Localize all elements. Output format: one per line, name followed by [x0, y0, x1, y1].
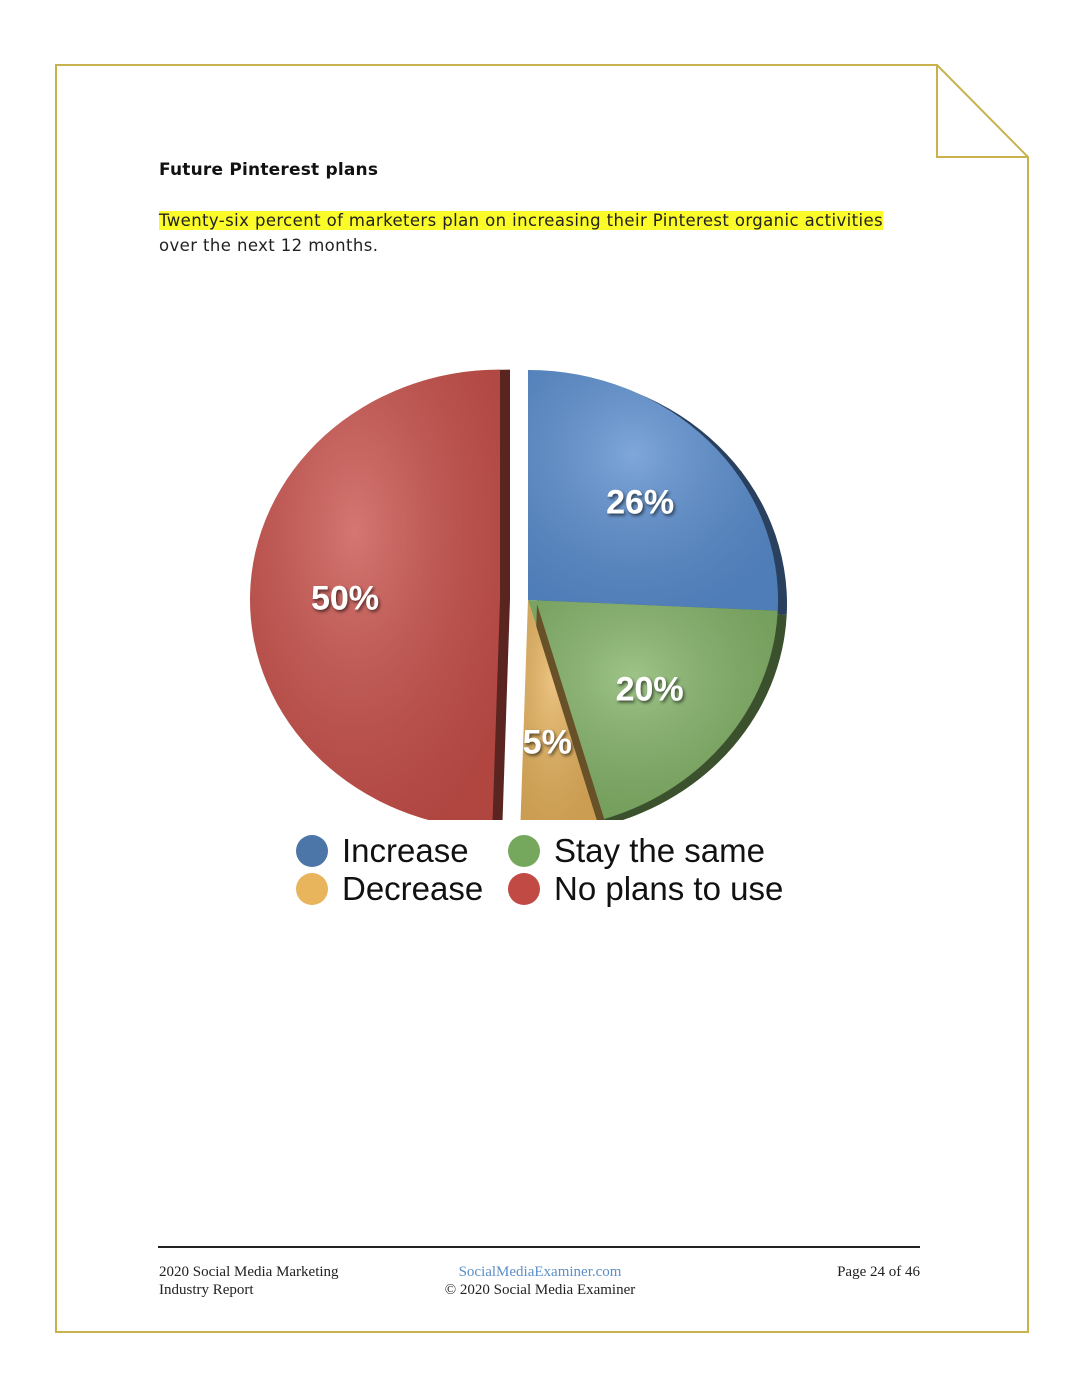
- footer-title-line1: 2020 Social Media Marketing: [159, 1264, 339, 1280]
- legend-label-no-plans: No plans to use: [554, 870, 784, 907]
- legend-swatch-increase: [296, 835, 328, 867]
- slice-no-plans-to-use: [250, 370, 510, 820]
- footer-page-number: Page 24 of 46: [837, 1264, 920, 1280]
- legend-swatch-decrease: [296, 873, 328, 905]
- section-heading: Future Pinterest plans: [159, 160, 379, 180]
- footer-source: [420, 1263, 660, 1299]
- legend-label-increase: Increase: [342, 832, 469, 869]
- legend-swatch-stay-the-same: [508, 835, 540, 867]
- footer-divider: [158, 1246, 920, 1248]
- legend-label-decrease: Decrease: [342, 870, 484, 907]
- slice-label-increase: 26%: [606, 483, 675, 522]
- footer-copyright: © 2020 Social Media Examiner: [444, 1282, 636, 1298]
- pie-chart: [240, 320, 840, 820]
- chart-legend: [296, 833, 783, 907]
- slice-label-stay-the-same: 20%: [615, 670, 684, 709]
- legend-label-stay-the-same: Stay the same: [554, 832, 765, 869]
- slice-label-no-plans-to-use: 50%: [310, 579, 380, 618]
- intro-paragraph: [159, 208, 919, 258]
- intro-rest-text: over the next 12 months.: [159, 236, 379, 255]
- footer-title-line2: Industry Report: [159, 1282, 254, 1298]
- slice-label-decrease: 5%: [522, 723, 572, 762]
- footer-report-title: [159, 1263, 419, 1299]
- legend-swatch-no-plans: [508, 873, 540, 905]
- highlighted-text: Twenty-six percent of marketers plan on increasing their Pinterest organic activities: [159, 211, 884, 230]
- footer-website-link[interactable]: SocialMediaExaminer.com: [458, 1264, 622, 1280]
